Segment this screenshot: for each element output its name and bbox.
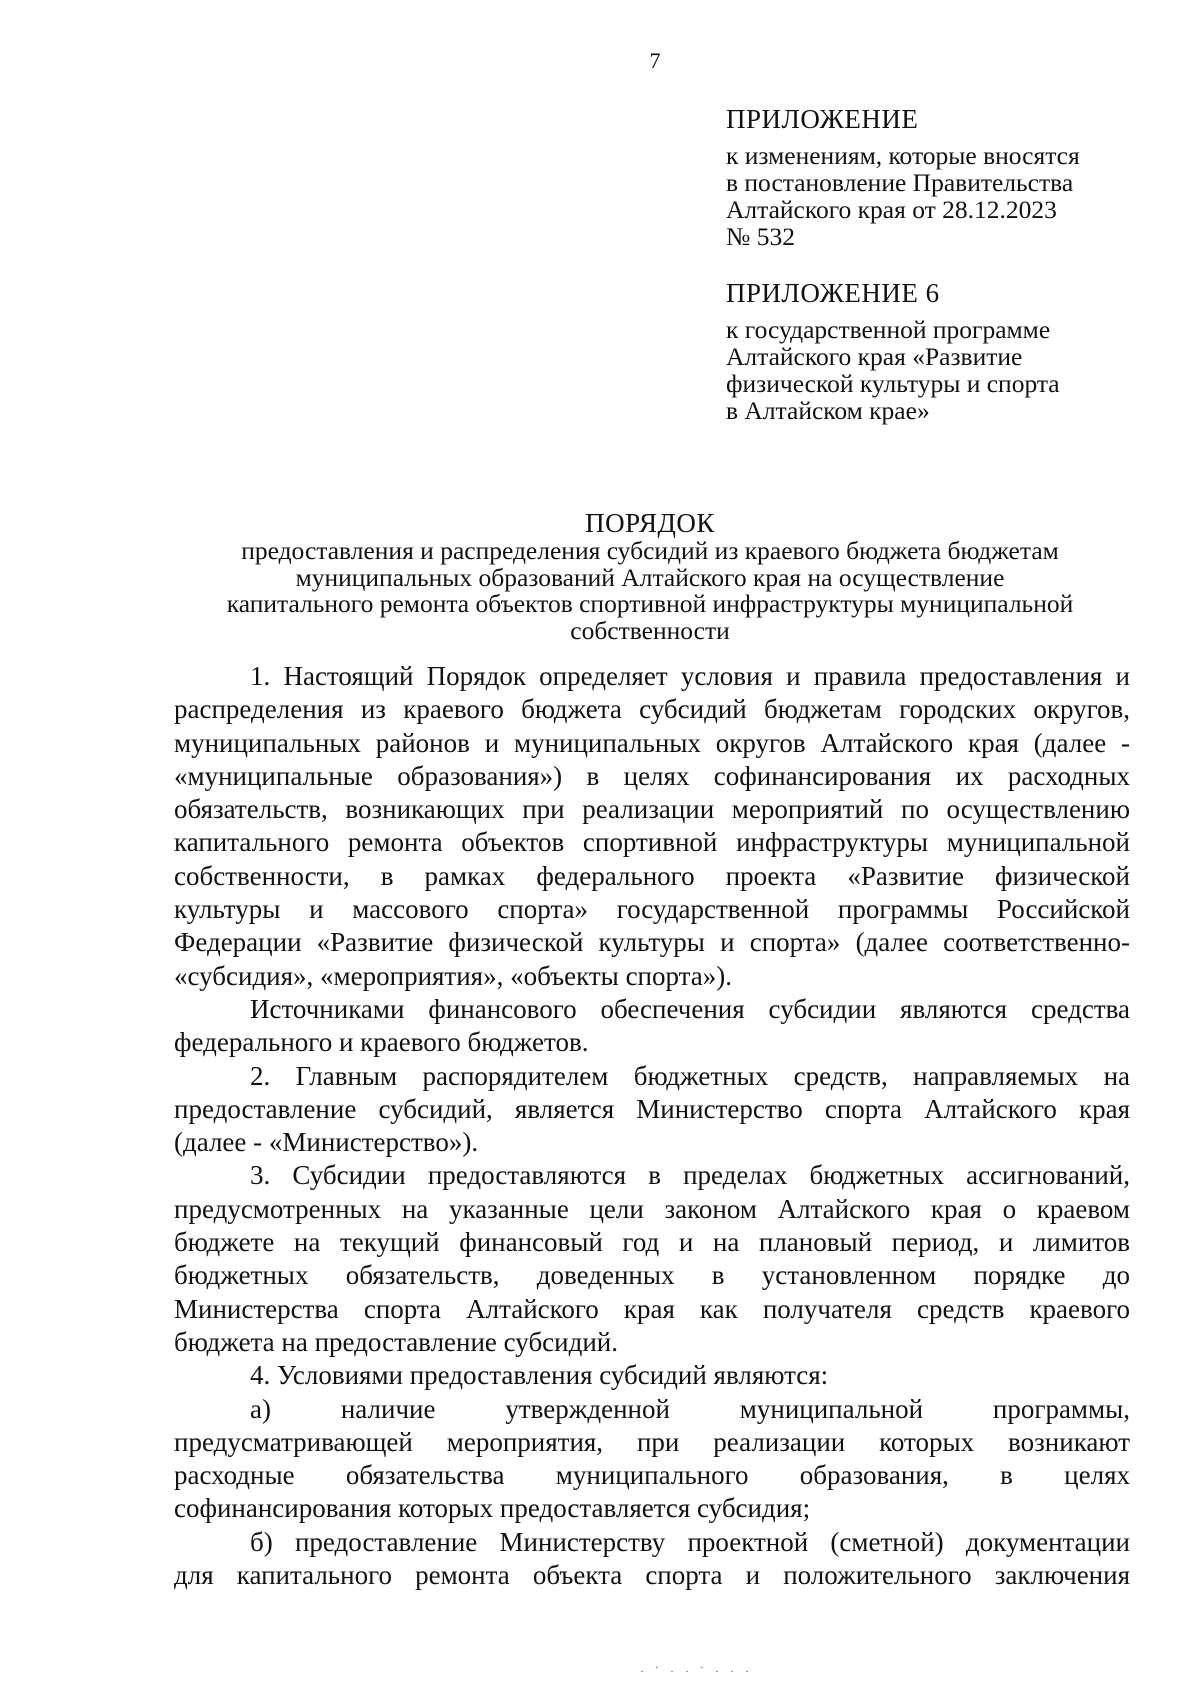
appendix-line: Алтайского края от 28.12.2023 <box>726 195 1057 224</box>
paragraph-line: Министерства спорта Алтайского края как получателя средств краевого <box>174 1293 1130 1324</box>
appendix-line: физической культуры и спорта <box>726 369 1060 398</box>
paragraph-line: (далее - «Министерство»). <box>174 1127 479 1158</box>
appendix-line: № 532 <box>726 222 795 251</box>
appendix-heading: ПРИЛОЖЕНИЕ 6 <box>726 278 940 308</box>
paragraph-line: бюджетных обязательств, доведенных в установленном порядке до <box>174 1260 1130 1291</box>
paragraph-line: б) предоставление Министерству проектной (сметной) документации <box>250 1526 1130 1557</box>
paragraph-line: а) наличие утвержденной муниципальной программы, <box>250 1393 1130 1424</box>
body-text <box>174 660 1130 1592</box>
paragraph-line: 4. Условиями предоставления субсидий являются: <box>250 1360 829 1391</box>
title-line: муниципальных образований Алтайского края на осуществление <box>295 562 1005 592</box>
paragraph-line: собственности, в рамках федерального проекта «Развитие физической <box>174 860 1130 891</box>
paragraph-line: федерального и краевого бюджетов. <box>174 1027 589 1058</box>
paragraph-line: «субсидия», «мероприятия», «объекты спорта»). <box>174 960 732 991</box>
paragraph-line: обязательств, возникающих при реализации мероприятий по осуществлению <box>174 794 1130 825</box>
appendix-line: к государственной программе <box>726 315 1051 344</box>
appendix-heading: ПРИЛОЖЕНИЕ <box>726 104 919 134</box>
paragraph-line: 2. Главным распорядителем бюджетных средств, направляемых на <box>250 1060 1130 1091</box>
paragraph-line: бюджете на текущий финансовый год и на плановый период, и лимитов <box>174 1227 1130 1258</box>
paragraph-line: «муниципальные образования») в целях софинансирования их расходных <box>174 760 1130 791</box>
appendix-block-changes <box>726 104 1166 250</box>
paragraph-line: 1. Настоящий Порядок определяет условия и правила предоставления и <box>250 661 1130 691</box>
appendix-line: в постановление Правительства <box>726 168 1074 197</box>
paragraph-line: культуры и массового спорта» государственной программы Российской <box>174 894 1130 925</box>
appendix-block-program <box>726 278 1166 424</box>
paragraph-line: предусмотренных на указанные цели законом Алтайского края о краевом <box>174 1193 1130 1224</box>
paragraph-line: софинансирования которых предоставляется субсидия; <box>174 1493 811 1524</box>
scan-artifact-marks: · ` · · ` · · · <box>640 1664 753 1678</box>
title-line: предоставления и распределения субсидий из краевого бюджета бюджетам <box>241 536 1059 565</box>
appendix-line: к изменениям, которые вносятся <box>726 141 1080 170</box>
paragraph-line: Федерации «Развитие физической культуры и спорта» (далее соответственно- <box>174 927 1130 958</box>
document-title <box>150 508 1150 644</box>
paragraph-line: капитального ремонта объектов спортивной инфраструктуры муниципальной <box>174 827 1130 858</box>
paragraph-line: 3. Субсидии предоставляются в пределах бюджетных ассигнований, <box>250 1160 1130 1191</box>
paragraph-line: муниципальных районов и муниципальных округов Алтайского края (далее - <box>174 727 1130 758</box>
appendix-line: в Алтайском крае» <box>726 396 930 425</box>
paragraph-line: распределения из краевого бюджета субсидий бюджетам городских округов, <box>174 694 1130 725</box>
title-heading: ПОРЯДОК <box>585 508 715 538</box>
paragraph-line: расходные обязательства муниципального образования, в целях <box>174 1460 1130 1491</box>
title-line: собственности <box>570 615 730 645</box>
paragraph-line: предусматривающей мероприятия, при реализации которых возникают <box>174 1426 1130 1457</box>
paragraph-line: предоставление субсидий, является Министерство спорта Алтайского края <box>174 1093 1130 1124</box>
paragraph-line: Источниками финансового обеспечения субсидии являются средства <box>250 993 1130 1024</box>
title-line: капитального ремонта объектов спортивной инфраструктуры муниципальной <box>226 589 1074 618</box>
paragraph-line: для капитального ремонта объекта спорта и положительного заключения <box>174 1560 1130 1591</box>
appendix-line: Алтайского края «Развитие <box>726 342 1023 371</box>
paragraph-line: бюджета на предоставление субсидий. <box>174 1326 618 1357</box>
page-number: 7 <box>649 48 661 73</box>
